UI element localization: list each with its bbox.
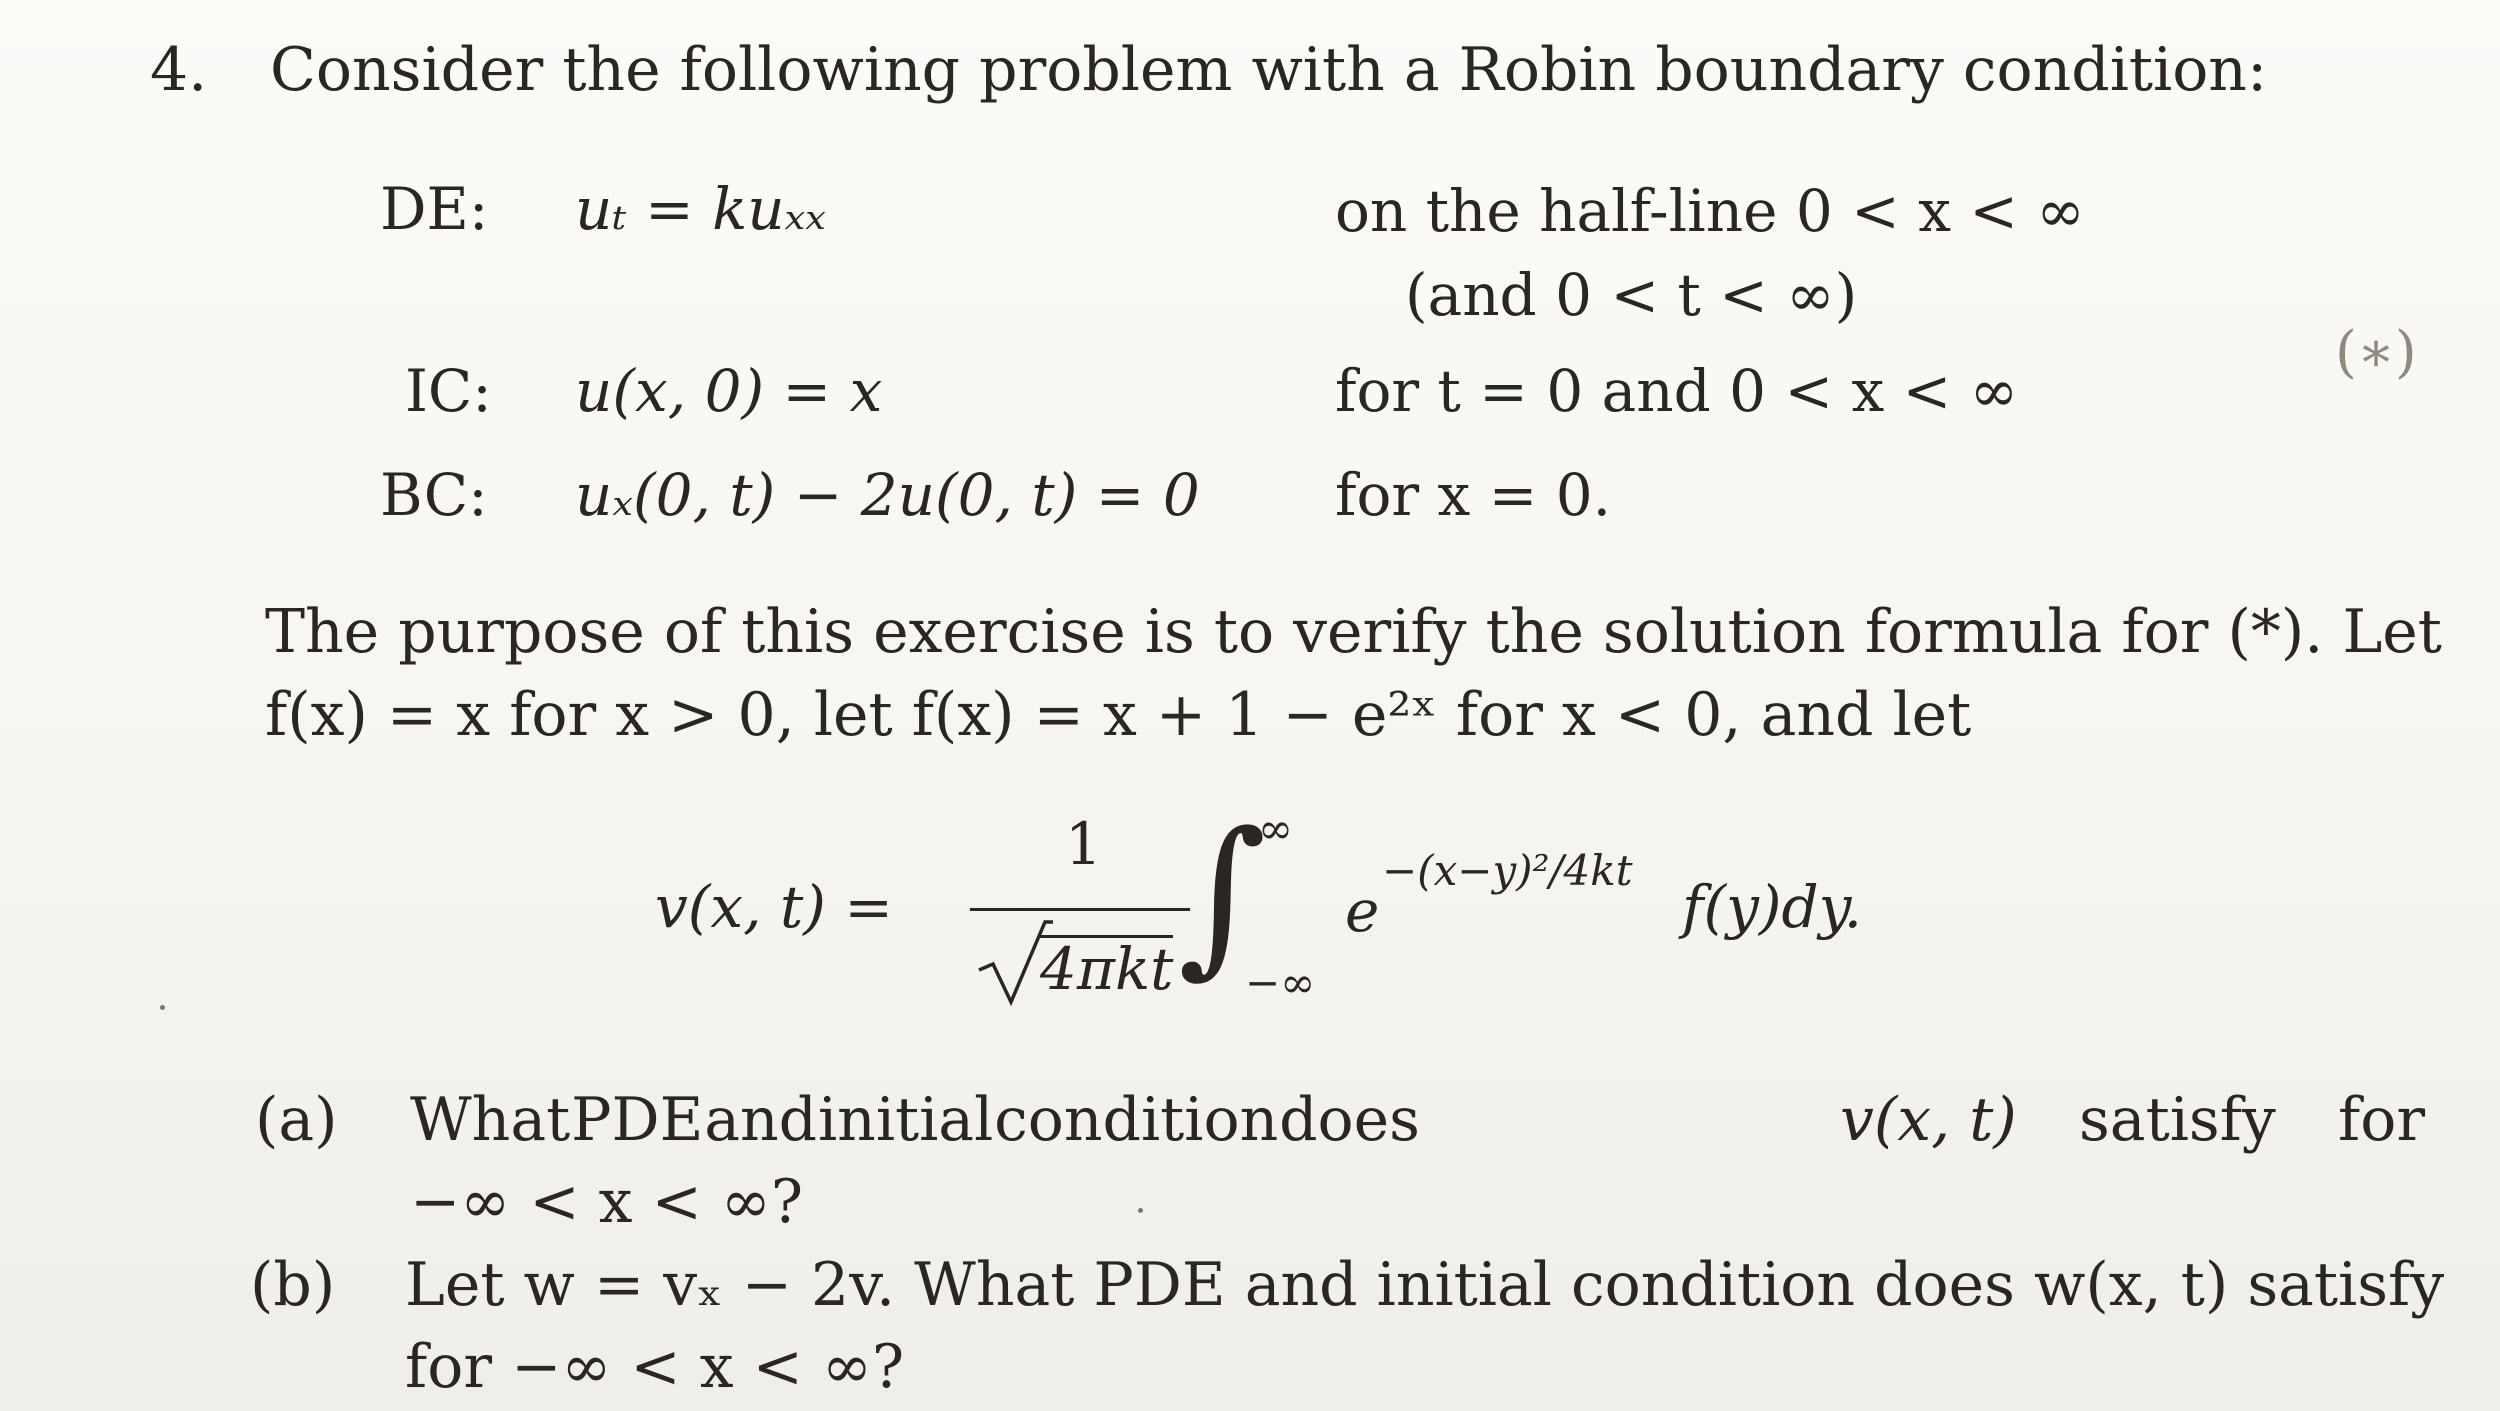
formula-denominator: 4πkt bbox=[1040, 935, 1174, 1003]
part-a-word: initial bbox=[817, 1085, 994, 1155]
part-b-label: (b) bbox=[250, 1250, 336, 1320]
part-a-line-1-end bbox=[1840, 1085, 2425, 1155]
part-a-word: v(x, t) bbox=[1840, 1085, 2017, 1155]
part-b-line-2: for −∞ < x < ∞? bbox=[405, 1332, 905, 1402]
equation-tag: (∗) bbox=[2335, 320, 2417, 385]
de-equation: uₜ = kuₓₓ bbox=[575, 175, 826, 243]
ic-condition: for t = 0 and 0 < x < ∞ bbox=[1335, 357, 2019, 425]
integrand-base: e bbox=[1345, 877, 1380, 945]
integral-sign: ∫ bbox=[1178, 796, 1267, 994]
bc-equation: uₓ(0, t) − 2u(0, t) = 0 bbox=[575, 461, 1200, 529]
ic-equation: u(x, 0) = x bbox=[575, 357, 883, 425]
part-b-line-1: Let w = vₓ − 2v. What PDE and initial condition does w(x, t) satisfy bbox=[405, 1250, 2445, 1320]
part-a-word: does bbox=[1279, 1085, 1420, 1155]
part-a-word: What bbox=[410, 1085, 571, 1155]
formula-numerator: 1 bbox=[1065, 810, 1102, 878]
purpose-line-2: f(x) = x for x > 0, let f(x) = x + 1 − e²ˣ for x < 0, and let bbox=[265, 680, 1972, 750]
bc-condition: for x = 0. bbox=[1335, 461, 1612, 529]
part-a-line-1 bbox=[410, 1085, 1420, 1155]
de-condition-2: (and 0 < t < ∞) bbox=[1405, 261, 1858, 329]
part-a-word: satisfy bbox=[2079, 1085, 2276, 1155]
problem-number: 4. bbox=[150, 35, 208, 105]
part-a-word: for bbox=[2337, 1085, 2425, 1155]
page-speck bbox=[1138, 1208, 1143, 1213]
purpose-line-1: The purpose of this exercise is to verify the solution formula for (*). Let bbox=[265, 597, 2442, 667]
integral-lower-limit: −∞ bbox=[1245, 958, 1316, 1007]
part-a-word: and bbox=[704, 1085, 818, 1155]
ic-label: IC: bbox=[405, 357, 492, 425]
bc-label: BC: bbox=[380, 461, 488, 529]
de-label: DE: bbox=[380, 175, 489, 243]
formula-lhs: v(x, t) = bbox=[655, 873, 893, 941]
page-speck bbox=[160, 1005, 165, 1010]
part-a-word: PDE bbox=[571, 1085, 704, 1155]
integrand-rest: f(y)dy. bbox=[1682, 873, 1863, 941]
integrand-exponent: −(x−y)²/4kt bbox=[1382, 846, 1633, 895]
part-a-line-2: −∞ < x < ∞? bbox=[410, 1167, 804, 1237]
part-a-label: (a) bbox=[255, 1085, 338, 1155]
problem-intro: Consider the following problem with a Robin boundary condition: bbox=[270, 35, 2268, 105]
fraction-bar bbox=[970, 908, 1190, 911]
part-a-word: condition bbox=[994, 1085, 1279, 1155]
de-condition: on the half-line 0 < x < ∞ bbox=[1335, 177, 2085, 245]
integral-upper-limit: ∞ bbox=[1258, 804, 1293, 853]
